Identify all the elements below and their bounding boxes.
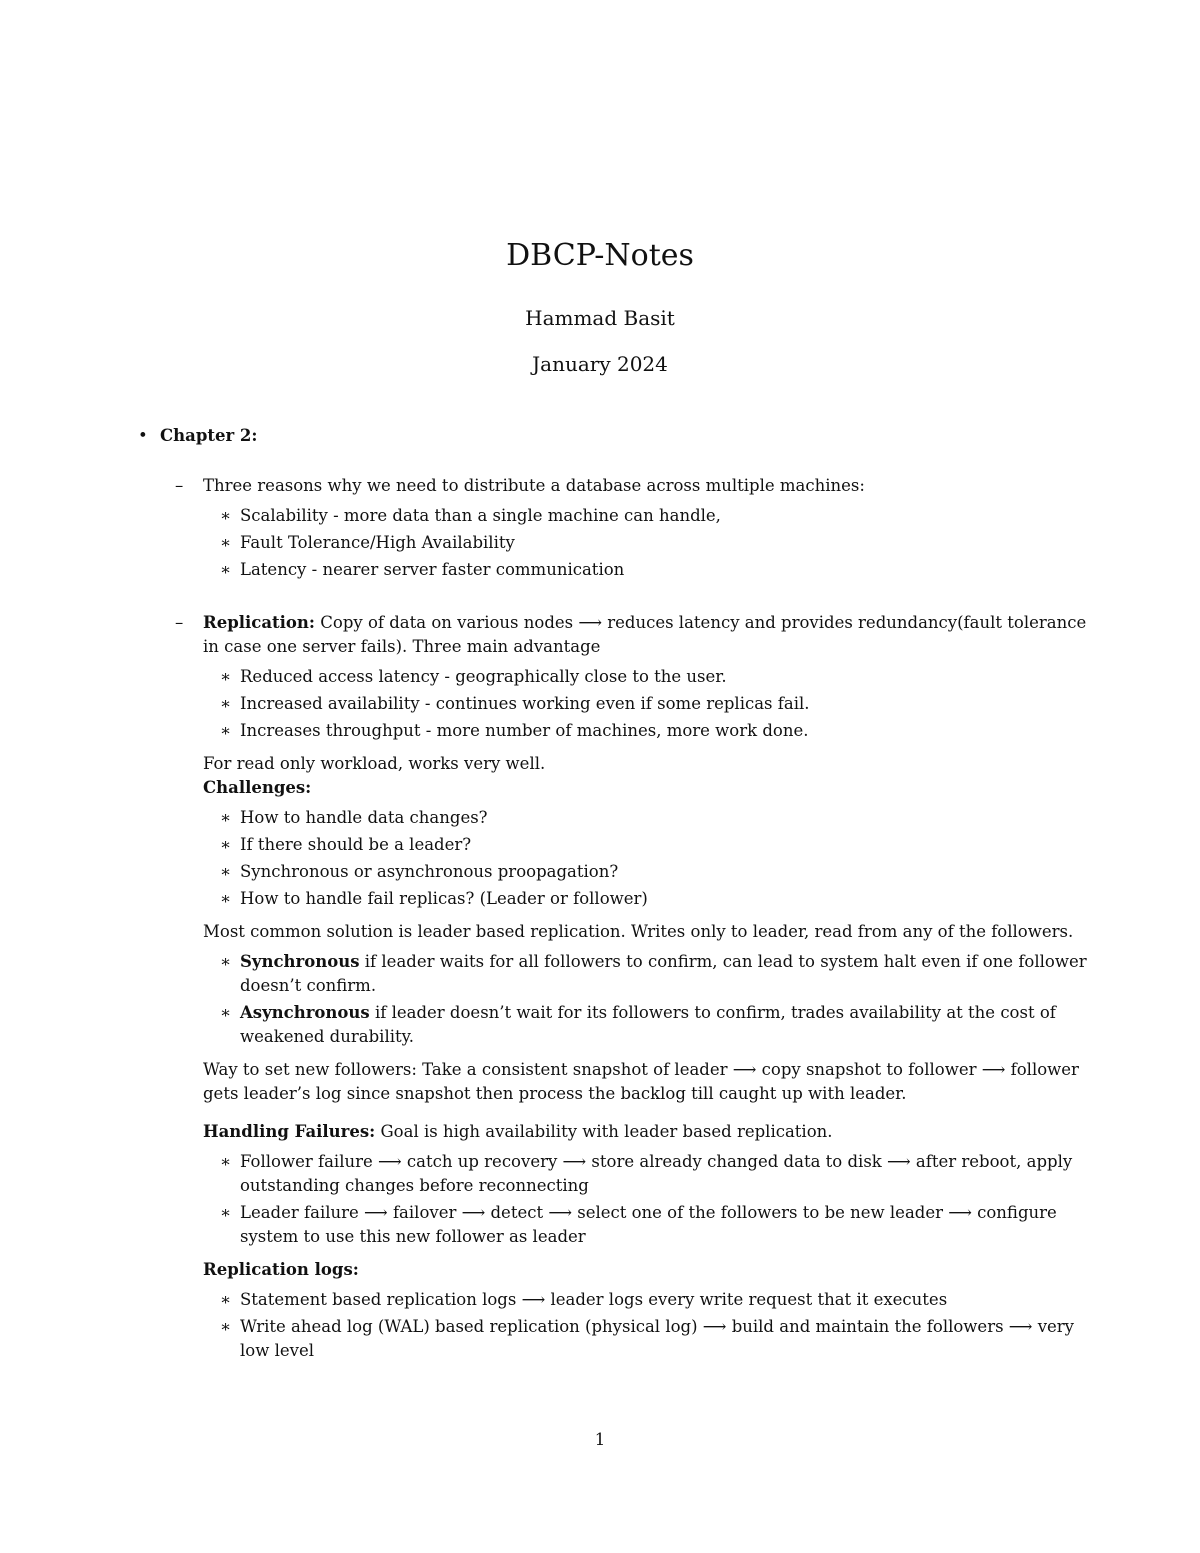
failure-text: Leader failure ⟶ failover ⟶ detect ⟶ select one of the followers to be new leader ⟶ configure system to use this new follower as leader bbox=[240, 1203, 1057, 1246]
list-item bbox=[138, 950, 1090, 998]
advantage-text: Increased availability - continues working even if some replicas fail. bbox=[240, 694, 810, 713]
challenge-text: How to handle fail replicas? (Leader or follower) bbox=[240, 889, 648, 908]
star-marker: ∗ bbox=[220, 667, 232, 686]
challenge-text: How to handle data changes? bbox=[240, 808, 488, 827]
list-item bbox=[138, 1288, 1090, 1312]
list-item bbox=[138, 806, 1090, 830]
list-item bbox=[138, 1001, 1090, 1049]
challenge-text: Synchronous or asynchronous proopagation? bbox=[240, 862, 619, 881]
advantage-text: Increases throughput - more number of machines, more work done. bbox=[240, 721, 809, 740]
reason-text: Latency - nearer server faster communication bbox=[240, 560, 625, 579]
star-marker: ∗ bbox=[220, 721, 232, 740]
document-body bbox=[138, 424, 1090, 1366]
common-solution: Most common solution is leader based replication. Writes only to leader, read from any of the followers. bbox=[203, 922, 1074, 941]
star-marker: ∗ bbox=[220, 1152, 232, 1171]
mode-text: if leader doesn’t wait for its followers to confirm, trades availability at the cost of weakened durability. bbox=[240, 1003, 1056, 1046]
reason-text: Scalability - more data than a single machine can handle, bbox=[240, 506, 721, 525]
replication-intro: Copy of data on various nodes ⟶ reduces latency and provides redundancy(fault tolerance in case one server fails). Three main advantage bbox=[203, 613, 1087, 656]
star-marker: ∗ bbox=[220, 1317, 232, 1336]
reason-text: Fault Tolerance/High Availability bbox=[240, 533, 515, 552]
document-title: DBCP-Notes bbox=[506, 238, 694, 273]
list-item bbox=[138, 1315, 1090, 1363]
log-text: Statement based replication logs ⟶ leader logs every write request that it executes bbox=[240, 1290, 948, 1309]
list-item bbox=[138, 1150, 1090, 1198]
star-marker: ∗ bbox=[220, 1290, 232, 1309]
chapter-heading: Chapter 2: bbox=[160, 426, 258, 445]
star-marker: ∗ bbox=[220, 862, 232, 881]
star-marker: ∗ bbox=[220, 694, 232, 713]
list-item bbox=[138, 692, 1090, 716]
star-marker: ∗ bbox=[220, 1203, 232, 1222]
star-marker: ∗ bbox=[220, 560, 232, 579]
new-followers-note: Way to set new followers: Take a consistent snapshot of leader ⟶ copy snapshot to follower ⟶ follower gets leader’s log since snapshot then process the backlog till caught up with leader. bbox=[203, 1060, 1079, 1103]
failures-heading: Handling Failures: bbox=[203, 1122, 376, 1141]
challenges-heading: Challenges: bbox=[203, 778, 312, 797]
dash-marker: – bbox=[175, 476, 184, 495]
mode-label: Asynchronous bbox=[240, 1003, 370, 1022]
star-marker: ∗ bbox=[220, 952, 232, 971]
list-item bbox=[138, 504, 1090, 528]
document-date: January 2024 bbox=[532, 352, 668, 376]
star-marker: ∗ bbox=[220, 889, 232, 908]
list-item bbox=[138, 558, 1090, 582]
list-item bbox=[138, 1201, 1090, 1249]
list-item bbox=[138, 860, 1090, 884]
read-only-note: For read only workload, works very well. bbox=[203, 754, 546, 773]
failures-paragraph bbox=[138, 1120, 1090, 1144]
list-item bbox=[138, 665, 1090, 689]
dash-marker: – bbox=[175, 613, 184, 632]
page-number: 1 bbox=[594, 1430, 606, 1449]
star-marker: ∗ bbox=[220, 835, 232, 854]
list-item bbox=[138, 833, 1090, 857]
list-item bbox=[138, 531, 1090, 555]
star-marker: ∗ bbox=[220, 808, 232, 827]
reasons-intro: Three reasons why we need to distribute a database across multiple machines: bbox=[203, 476, 865, 495]
star-marker: ∗ bbox=[220, 1003, 232, 1022]
failure-text: Follower failure ⟶ catch up recovery ⟶ store already changed data to disk ⟶ after reboot, apply outstanding changes before reconnecting bbox=[240, 1152, 1073, 1195]
document-author: Hammad Basit bbox=[525, 306, 675, 330]
mode-label: Synchronous bbox=[240, 952, 360, 971]
list-item bbox=[138, 719, 1090, 743]
challenge-text: If there should be a leader? bbox=[240, 835, 472, 854]
mode-text: if leader waits for all followers to confirm, can lead to system halt even if one follower doesn’t confirm. bbox=[240, 952, 1087, 995]
replication-label: Replication: bbox=[203, 613, 316, 632]
failures-intro: Goal is high availability with leader based replication. bbox=[375, 1122, 833, 1141]
star-marker: ∗ bbox=[220, 533, 232, 552]
chapter-item bbox=[138, 424, 1090, 448]
log-text: Write ahead log (WAL) based replication (physical log) ⟶ build and maintain the followers ⟶ very low level bbox=[240, 1317, 1074, 1360]
list-item bbox=[138, 887, 1090, 911]
bullet-marker: • bbox=[138, 426, 148, 445]
advantage-text: Reduced access latency - geographically close to the user. bbox=[240, 667, 727, 686]
logs-heading: Replication logs: bbox=[203, 1260, 359, 1279]
star-marker: ∗ bbox=[220, 506, 232, 525]
reasons-item bbox=[138, 474, 1090, 498]
replication-item bbox=[138, 611, 1090, 659]
